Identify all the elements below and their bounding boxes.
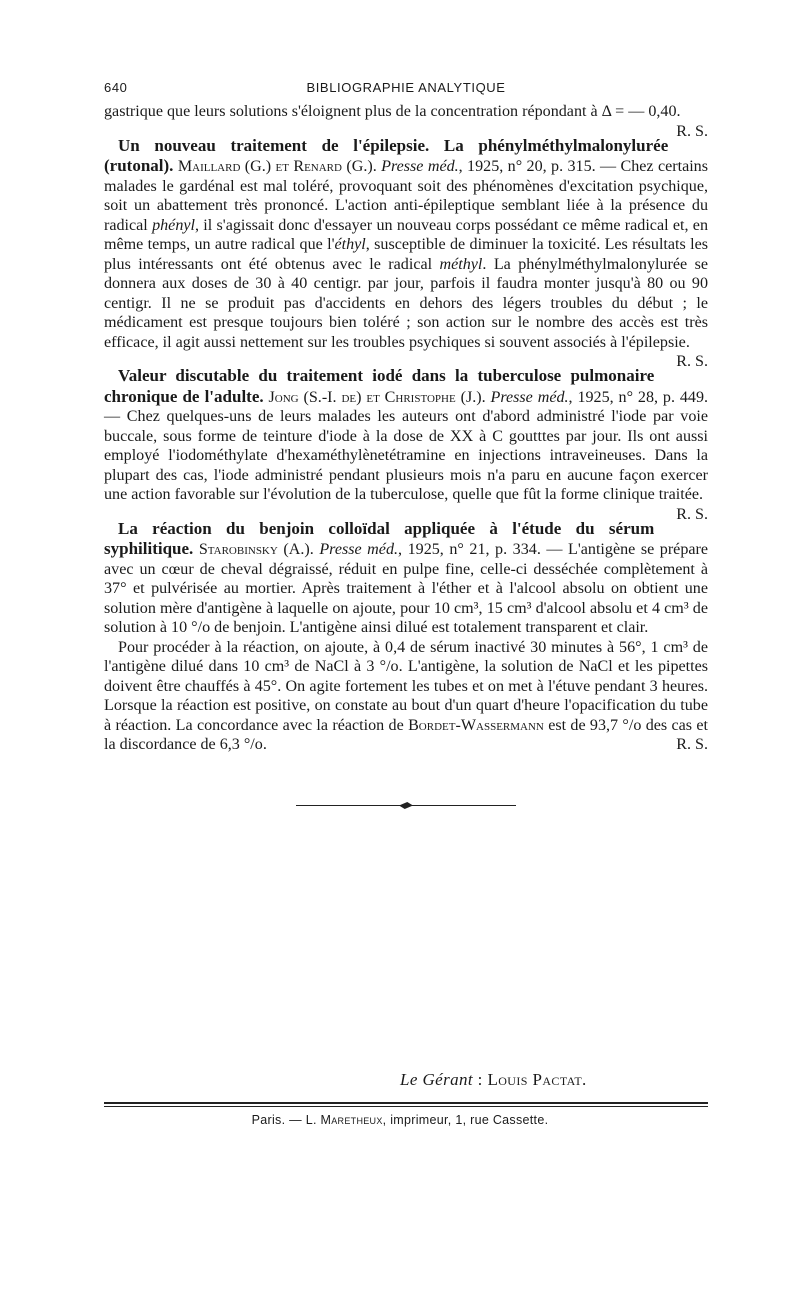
- running-header: [104, 80, 708, 102]
- article-body: . La phénylméthylmalonylurée se donnera aux doses de 30 à 40 centigr. par jour, parfois il faudra monter jusqu'à 80 ou 90 centigr. Il ne se produit pas d'accidents en dehors des légers troubles du début ; le médicament est presque toujours bien toléré ; son action sur le nombre des accès est très efficace, il agit aussi nettement sur les troubles psychiques si souvent associés à l'épilepsie.: [104, 255, 708, 351]
- journal-name: Presse méd.: [319, 541, 399, 558]
- article-tuberculose: [104, 366, 709, 523]
- article-paragraph: [104, 638, 708, 755]
- article-authors: Maillard (G.) et Renard (G.).: [177, 158, 377, 175]
- journal-name: Presse méd.: [381, 158, 459, 175]
- article-paragraph: [104, 135, 709, 370]
- footer-rule: [104, 1102, 708, 1104]
- article-body: , il s'agissait donc d'essayer un nouveau corps possédant ce même radical et, en même temps, un autre radical que l': [104, 216, 708, 253]
- gerant-line: [400, 1070, 587, 1090]
- gerant-separator: :: [473, 1070, 488, 1089]
- article-body: Pour procéder à la réaction, on ajoute, à 0,4 de sérum inactivé 30 minutes à 56°, 1 cm³ de l'antigène dilué dans 10 cm³ de NaCl à 3 °/o. L'antigène, la solution de NaCl et les pipettes doivent être chauffés à 45°. On agite fortement les tubes et on met à l'étuve pendant 3 heures. Lorsque la réaction est positive, on constate au bout d'un quart d'heure l'opacification du tube à réaction. La concordance avec la réaction de: [104, 638, 708, 734]
- article-reference: , 1925, n° 28, p. 449. —: [104, 388, 709, 425]
- article-paragraph: [104, 519, 708, 638]
- article-benjoin: [104, 519, 708, 755]
- article-paragraph: [104, 366, 709, 523]
- ornamental-divider: [296, 802, 516, 810]
- gerant-label: Le Gérant: [400, 1070, 474, 1089]
- emphasis-text: phényl: [152, 216, 195, 234]
- author-names: Bordet-Wassermann: [408, 716, 544, 734]
- article-authors: Starobinsky (A.).: [198, 541, 314, 558]
- article-reference: , 1925, n° 20, p. 315. —: [458, 158, 621, 175]
- signature: R. S.: [676, 353, 708, 370]
- continuation-text: gastrique que leurs solutions s'éloignent plus de la concentration répondant à Δ = — 0,40.: [104, 103, 681, 120]
- emphasis-text: méthyl: [439, 255, 483, 273]
- continuation-paragraph: [104, 102, 708, 140]
- article-title: La réaction du benjoin colloïdal appliquée à l'étude du sérum syphilitique.: [104, 518, 655, 558]
- footer-rule-thin: [104, 1106, 708, 1107]
- article-body: Chez certains malades le gardénal est mal toléré, provoquant soit des phénomènes d'excitation psychique, soit un abattement très prononcé. L'action anti-épileptique semblant liée à la présence du radical: [104, 158, 708, 234]
- page-number: 640: [104, 80, 128, 95]
- diamond-ornament-icon: [398, 802, 415, 809]
- article-reference: , 1925, n° 21, p. 334. —: [398, 541, 569, 558]
- printer-name: Maretheux: [320, 1113, 383, 1127]
- article-epilepsie: [104, 135, 709, 370]
- running-title: BIBLIOGRAPHIE ANALYTIQUE: [306, 80, 506, 95]
- article-title: Un nouveau traitement de l'épilepsie. La phénylméthylmalonylurée (rutonal).: [104, 135, 669, 175]
- emphasis-text: éthyl: [334, 236, 366, 253]
- article-body: L'antigène se prépare avec un cœur de cheval dégraissé, réduit en pulpe fine, celle-ci desséchée complètement à 37° et pulvérisée au mortier. Après traitement à l'éther et à l'alcool absolu on obtient une solution mère d'antigène à laquelle on ajoute, pour 10 cm³, 15 cm³ d'alcool absolu et 4 cm³ de solution à 10 °/o de benjoin. L'antigène ainsi dilué est totalement transparent et clair.: [104, 541, 709, 636]
- journal-name: Presse méd.: [490, 388, 569, 406]
- article-body: est de 93,7 °/o des cas et la discordance de 6,3 °/o.: [104, 716, 708, 753]
- article-body: , susceptible de diminuer la toxicité. Les résultats les plus intéressants ont été obtenus avec le radical: [104, 236, 709, 273]
- printer-imprint: [0, 1113, 800, 1127]
- article-authors: Jong (S.-I. de) et Christophe (J.).: [268, 388, 486, 406]
- page-content: [104, 80, 708, 810]
- imprint-prefix: Paris. — L.: [251, 1113, 321, 1127]
- imprint-address: , imprimeur, 1, rue Cassette.: [382, 1113, 549, 1127]
- signature: R. S.: [676, 736, 708, 753]
- article-body: Chez quelques-uns de leurs malades les auteurs ont d'abord administré l'iode par voie buccale, sous forme de teinture d'iode à la dose de XX à C goutttes par jour. Ils ont aussi employé l'iodométhylate d'hexaméthylènetétramine en injections intraveineuses. Dans la plupart des cas, l'iode administré pendant plusieurs mois n'a paru en aucune façon exercer une action favorable sur l'évolution de la tuberculose, quelle que fût la forme clinique traitée.: [104, 408, 708, 503]
- article-title: Valeur discutable du traitement iodé dans la tuberculose pulmonaire chronique de l'adulte.: [104, 366, 655, 406]
- signature: R. S.: [676, 505, 708, 523]
- signature: R. S.: [676, 122, 708, 140]
- gerant-name: Louis Pactat.: [487, 1070, 587, 1089]
